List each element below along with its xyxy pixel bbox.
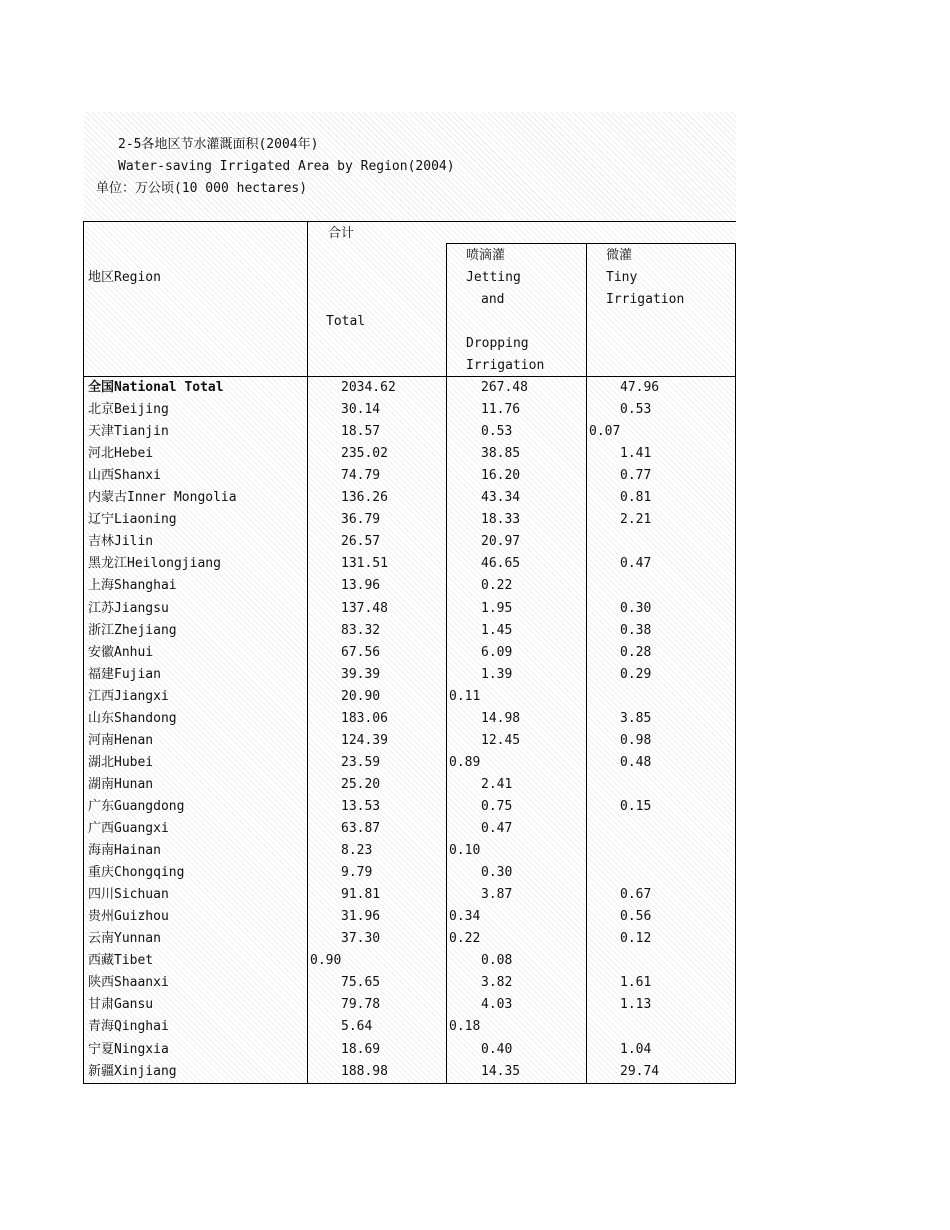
header-tiny-en-2: Irrigation [606, 292, 685, 307]
row-region: 福建Fujian [88, 667, 161, 682]
row-jetting: 4.03 [481, 997, 513, 1012]
row-jetting: 3.82 [481, 975, 513, 990]
row-jetting: 12.45 [481, 733, 521, 748]
row-region: 青海Qinghai [88, 1019, 169, 1034]
row-region: 海南Hainan [88, 843, 161, 858]
row-tiny: 0.67 [620, 887, 652, 902]
row-jetting: 1.39 [481, 667, 513, 682]
row-region: 陕西Shaanxi [88, 975, 169, 990]
row-jetting: 0.30 [481, 865, 513, 880]
row-tiny: 0.30 [620, 601, 652, 616]
row-jetting: 0.22 [449, 931, 481, 946]
row-tiny: 0.81 [620, 490, 652, 505]
row-total: 8.23 [341, 843, 373, 858]
header-jet-en-4: Irrigation [466, 358, 545, 373]
row-region: 北京Beijing [88, 402, 169, 417]
row-region: 辽宁Liaoning [88, 512, 177, 527]
row-total: 63.87 [341, 821, 381, 836]
row-jetting: 46.65 [481, 556, 521, 571]
row-region: 湖北Hubei [88, 755, 154, 770]
row-region: 云南Yunnan [88, 931, 161, 946]
row-region: 甘肃Gansu [88, 997, 154, 1012]
row-region: 吉林Jilin [88, 534, 154, 549]
row-region: 上海Shanghai [88, 578, 177, 593]
header-jet-en-3: Dropping [466, 336, 529, 351]
row-tiny: 0.29 [620, 667, 652, 682]
row-tiny: 1.13 [620, 997, 652, 1012]
row-jetting: 0.40 [481, 1042, 513, 1057]
col-divider-1 [307, 221, 308, 1084]
row-tiny: 2.21 [620, 512, 652, 527]
row-total: 36.79 [341, 512, 381, 527]
row-jetting: 18.33 [481, 512, 521, 527]
row-total: 235.02 [341, 446, 388, 461]
row-tiny: 0.28 [620, 645, 652, 660]
header-region: 地区Region [88, 270, 161, 285]
row-total: 74.79 [341, 468, 381, 483]
row-region: 重庆Chongqing [88, 865, 185, 880]
row-total: 183.06 [341, 711, 388, 726]
row-total: 136.26 [341, 490, 388, 505]
row-total: 75.65 [341, 975, 381, 990]
row-jetting: 0.11 [449, 689, 481, 704]
row-region: 河北Hebei [88, 446, 154, 461]
row-region: 西藏Tibet [88, 953, 154, 968]
row-total: 18.57 [341, 424, 381, 439]
row-tiny: 0.38 [620, 623, 652, 638]
row-total: 13.53 [341, 799, 381, 814]
header-jet-en-1: Jetting [466, 270, 521, 285]
row-jetting: 267.48 [481, 380, 528, 395]
row-total: 79.78 [341, 997, 381, 1012]
row-total: 9.79 [341, 865, 373, 880]
row-region: 山西Shanxi [88, 468, 161, 483]
row-total: 67.56 [341, 645, 381, 660]
row-total: 31.96 [341, 909, 381, 924]
row-jetting: 0.10 [449, 843, 481, 858]
row-region: 内蒙古Inner Mongolia [88, 490, 237, 505]
row-region: 湖南Hunan [88, 777, 154, 792]
row-region: 浙江Zhejiang [88, 623, 177, 638]
row-tiny: 1.04 [620, 1042, 652, 1057]
header-total-en: Total [326, 314, 366, 329]
row-jetting: 0.34 [449, 909, 481, 924]
row-total: 18.69 [341, 1042, 381, 1057]
unit-label: 单位：万公顷(10 000 hectares) [96, 181, 308, 196]
row-total: 137.48 [341, 601, 388, 616]
row-region: 贵州Guizhou [88, 909, 169, 924]
header-jet-cn: 喷滴灌 [466, 248, 506, 263]
row-total: 13.96 [341, 578, 381, 593]
row-tiny: 29.74 [620, 1064, 660, 1079]
row-jetting: 14.98 [481, 711, 521, 726]
row-tiny: 0.47 [620, 556, 652, 571]
row-jetting: 0.75 [481, 799, 513, 814]
row-region: 广东Guangdong [88, 799, 185, 814]
table-title-en: Water-saving Irrigated Area by Region(2004) [118, 159, 455, 174]
row-total: 83.32 [341, 623, 381, 638]
row-jetting: 38.85 [481, 446, 521, 461]
row-jetting: 14.35 [481, 1064, 521, 1079]
row-region: 新疆Xinjiang [88, 1064, 177, 1079]
header-jet-en-2: and [481, 292, 505, 307]
row-jetting: 1.95 [481, 601, 513, 616]
row-jetting: 0.89 [449, 755, 481, 770]
row-tiny: 1.41 [620, 446, 652, 461]
row-jetting: 0.53 [481, 424, 513, 439]
row-total: 20.90 [341, 689, 381, 704]
row-jetting: 2.41 [481, 777, 513, 792]
row-total: 2034.62 [341, 380, 396, 395]
row-tiny: 1.61 [620, 975, 652, 990]
row-total: 124.39 [341, 733, 388, 748]
row-region: 江苏Jiangsu [88, 601, 169, 616]
row-region: 江西Jiangxi [88, 689, 169, 704]
row-total: 26.57 [341, 534, 381, 549]
row-region: 黑龙江Heilongjiang [88, 556, 221, 571]
row-total: 131.51 [341, 556, 388, 571]
row-tiny: 47.96 [620, 380, 660, 395]
row-total: 37.30 [341, 931, 381, 946]
header-subline [446, 243, 736, 244]
row-tiny: 0.53 [620, 402, 652, 417]
row-tiny: 0.12 [620, 931, 652, 946]
row-total: 188.98 [341, 1064, 388, 1079]
row-tiny: 0.15 [620, 799, 652, 814]
row-region: 广西Guangxi [88, 821, 169, 836]
row-region: 山东Shandong [88, 711, 177, 726]
row-total: 30.14 [341, 402, 381, 417]
header-tiny-cn: 微灌 [606, 248, 633, 263]
row-tiny: 0.77 [620, 468, 652, 483]
row-tiny: 0.98 [620, 733, 652, 748]
row-jetting: 16.20 [481, 468, 521, 483]
row-total: 39.39 [341, 667, 381, 682]
row-total: 23.59 [341, 755, 381, 770]
header-total-cn: 合计 [328, 226, 355, 241]
row-jetting: 6.09 [481, 645, 513, 660]
row-jetting: 0.47 [481, 821, 513, 836]
row-region: 四川Sichuan [88, 887, 169, 902]
row-jetting: 0.08 [481, 953, 513, 968]
row-total: 5.64 [341, 1019, 373, 1034]
row-jetting: 0.22 [481, 578, 513, 593]
row-total: 25.20 [341, 777, 381, 792]
row-jetting: 1.45 [481, 623, 513, 638]
row-region: 河南Henan [88, 733, 154, 748]
col-divider-3 [586, 244, 587, 1084]
row-region: 宁夏Ningxia [88, 1042, 169, 1057]
row-jetting: 3.87 [481, 887, 513, 902]
row-tiny: 0.56 [620, 909, 652, 924]
row-total: 91.81 [341, 887, 381, 902]
col-divider-right [735, 244, 736, 1084]
row-jetting: 11.76 [481, 402, 521, 417]
row-total: 0.90 [310, 953, 342, 968]
row-region: 天津Tianjin [88, 424, 169, 439]
row-region: 全国National Total [88, 380, 224, 395]
table-title-cn: 2-5各地区节水灌溉面积(2004年) [118, 137, 319, 152]
row-tiny: 0.48 [620, 755, 652, 770]
row-tiny: 3.85 [620, 711, 652, 726]
row-jetting: 43.34 [481, 490, 521, 505]
row-jetting: 0.18 [449, 1019, 481, 1034]
header-tiny-en-1: Tiny [606, 270, 638, 285]
col-divider-2 [446, 244, 447, 1084]
row-region: 安徽Anhui [88, 645, 154, 660]
row-tiny: 0.07 [589, 424, 621, 439]
row-jetting: 20.97 [481, 534, 521, 549]
